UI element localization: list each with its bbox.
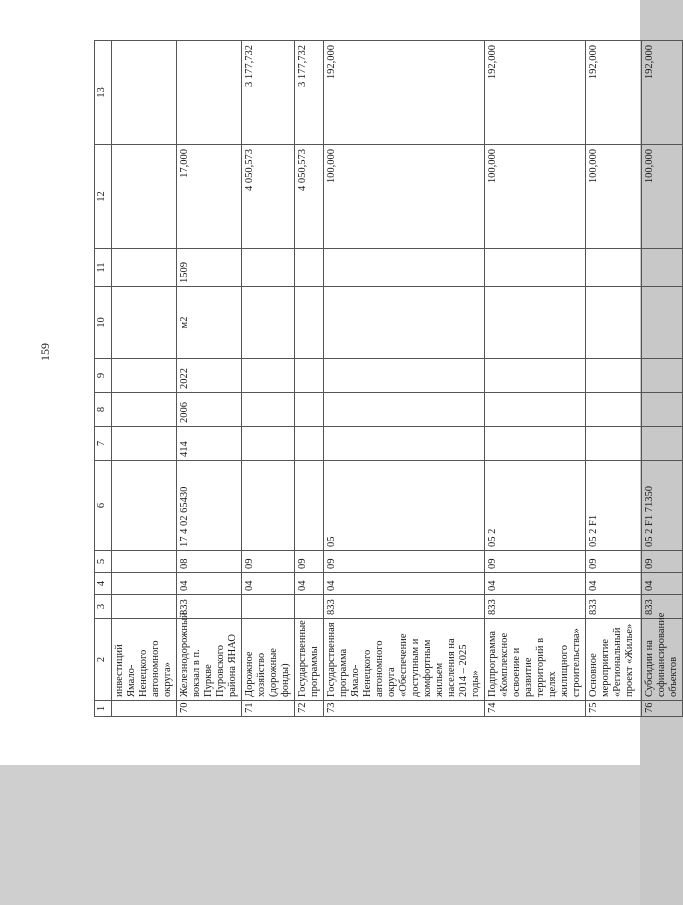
cell-subsection: 09 [642,551,683,573]
cell-unit [242,287,295,359]
cell-section: 04 [485,573,586,595]
cell-unit: м2 [177,287,242,359]
cell-amount-2: 3 177,732 [295,41,324,145]
table-row [642,41,683,717]
cell-row-number: 73 [324,701,485,717]
table-row [485,41,586,717]
column-header: 6 [95,461,112,551]
cell-target-article: 05 2 [485,461,586,551]
cell-amount-2 [112,41,177,145]
cell-amount-1: 4 050,573 [295,145,324,249]
table-row [324,41,485,717]
cell-row-number: 74 [485,701,586,717]
cell-year-end [242,359,295,393]
cell-year-end [485,359,586,393]
cell-code: 833 [177,595,242,619]
cell-year-end [295,359,324,393]
column-header: 3 [95,595,112,619]
cell-target-article [242,461,295,551]
cell-capacity: 1509 [177,249,242,287]
cell-code [242,595,295,619]
cell-year-end [324,359,485,393]
cell-amount-1: 17,000 [177,145,242,249]
cell-row-number: 76 [642,701,683,717]
cell-code: 833 [324,595,485,619]
cell-expense-type: 414 [177,427,242,461]
cell-row-number [112,701,177,717]
cell-description: Основное мероприятие «Региональный проект «Жилье» [586,619,642,701]
cell-year-end [586,359,642,393]
cell-section: 04 [177,573,242,595]
cell-subsection: 09 [242,551,295,573]
rotated-table-wrapper [94,41,679,717]
cell-capacity [586,249,642,287]
cell-section: 04 [242,573,295,595]
cell-expense-type [242,427,295,461]
column-header: 4 [95,573,112,595]
column-header: 8 [95,393,112,427]
cell-year-start [112,393,177,427]
cell-amount-2: 192,000 [642,41,683,145]
cell-code [295,595,324,619]
cell-target-article: 05 [324,461,485,551]
cell-expense-type [112,427,177,461]
cell-amount-2: 192,000 [485,41,586,145]
column-header: 12 [95,145,112,249]
cell-subsection: 08 [177,551,242,573]
cell-amount-1: 100,000 [324,145,485,249]
cell-expense-type [642,427,683,461]
cell-unit [642,287,683,359]
cell-expense-type [586,427,642,461]
cell-expense-type [324,427,485,461]
cell-amount-1: 4 050,573 [242,145,295,249]
cell-amount-1: 100,000 [485,145,586,249]
cell-year-start [485,393,586,427]
cell-subsection: 09 [485,551,586,573]
cell-amount-2: 192,000 [586,41,642,145]
cell-year-end: 2022 [177,359,242,393]
cell-target-article: 05 2 F1 71350 [642,461,683,551]
column-header: 11 [95,249,112,287]
background-area [0,765,640,905]
cell-code: 833 [586,595,642,619]
cell-year-start [295,393,324,427]
cell-subsection: 09 [324,551,485,573]
table-row [295,41,324,717]
cell-description: Государственная программа Ямало-Ненецкого автономного округа «Обеспечение доступным и комфортным жильем населения на 2014 – 2025 годы» [324,619,485,701]
column-header: 13 [95,41,112,145]
cell-capacity [324,249,485,287]
cell-section: 04 [324,573,485,595]
column-header: 2 [95,619,112,701]
cell-code: 833 [485,595,586,619]
cell-amount-2: 3 177,732 [242,41,295,145]
column-header: 5 [95,551,112,573]
cell-description: инвестиций Ямало-Ненецкого автономного округа» [112,619,177,701]
page-number: 159 [38,343,52,361]
cell-subsection: 09 [586,551,642,573]
cell-section: 04 [295,573,324,595]
cell-target-article: 17 4 02 65430 [177,461,242,551]
cell-row-number: 75 [586,701,642,717]
column-header: 1 [95,701,112,717]
cell-expense-type [485,427,586,461]
cell-capacity [642,249,683,287]
cell-unit [295,287,324,359]
cell-year-start [324,393,485,427]
cell-amount-1: 100,000 [642,145,683,249]
cell-target-article: 05 2 F1 [586,461,642,551]
cell-amount-2 [177,41,242,145]
cell-row-number: 70 [177,701,242,717]
cell-section: 04 [586,573,642,595]
cell-subsection: 09 [295,551,324,573]
cell-expense-type [295,427,324,461]
cell-description: Железнодорожный вокзал в п. Пуркве Пуровского района ЯНАО [177,619,242,701]
cell-capacity [112,249,177,287]
header-row [95,41,112,717]
cell-row-number: 71 [242,701,295,717]
cell-code [112,595,177,619]
cell-section: 04 [642,573,683,595]
table-row [112,41,177,717]
column-header: 7 [95,427,112,461]
cell-description: Подпрограмма «Комплексное освоение и развитие территорий в целях жилищного строительства» [485,619,586,701]
cell-code: 833 [642,595,683,619]
cell-target-article [295,461,324,551]
cell-year-start: 2006 [177,393,242,427]
cell-row-number: 72 [295,701,324,717]
cell-capacity [295,249,324,287]
table-row [586,41,642,717]
cell-year-start [586,393,642,427]
cell-description: Дорожное хозяйство (дорожные фонды) [242,619,295,701]
cell-description: Государственные программы [295,619,324,701]
cell-capacity [242,249,295,287]
cell-target-article [112,461,177,551]
cell-year-end [642,359,683,393]
column-header: 9 [95,359,112,393]
cell-unit [112,287,177,359]
budget-table [94,40,683,717]
cell-capacity [485,249,586,287]
cell-unit [324,287,485,359]
cell-subsection [112,551,177,573]
cell-unit [586,287,642,359]
table-row [242,41,295,717]
cell-section [112,573,177,595]
cell-year-start [242,393,295,427]
cell-description: Субсидии на софинансирование объектов [642,619,683,701]
table-row [177,41,242,717]
column-header: 10 [95,287,112,359]
cell-amount-1: 100,000 [586,145,642,249]
cell-amount-1 [112,145,177,249]
cell-year-start [642,393,683,427]
cell-amount-2: 192,000 [324,41,485,145]
cell-year-end [112,359,177,393]
cell-unit [485,287,586,359]
